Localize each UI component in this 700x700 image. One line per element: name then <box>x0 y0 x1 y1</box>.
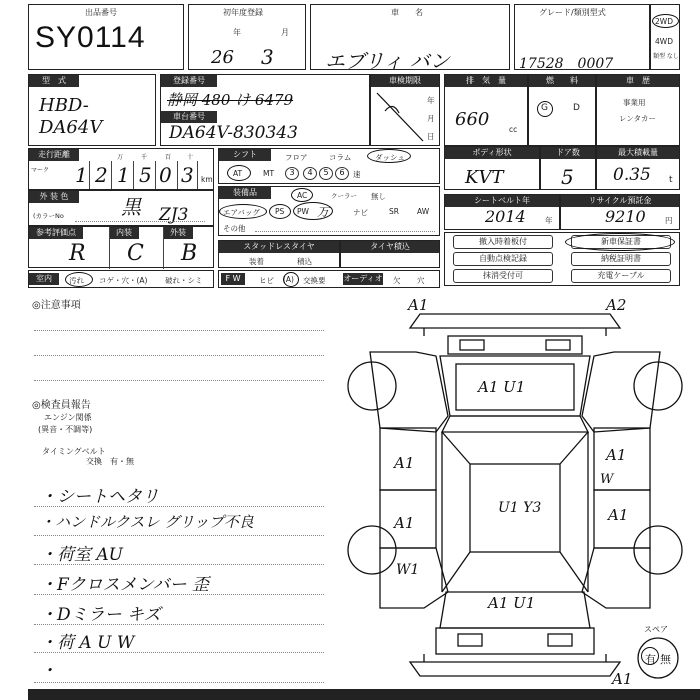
grade-sep <box>109 227 110 269</box>
shift-mt: MT <box>263 169 275 178</box>
equip-pw: PW <box>297 207 309 216</box>
grade-sep <box>163 227 164 269</box>
grade-box <box>514 4 650 70</box>
speed-3: 3 <box>285 167 299 180</box>
speed-6: 6 <box>335 167 349 180</box>
shift-dash-circle <box>367 149 411 163</box>
history-business: 事業用 <box>623 98 646 107</box>
shift-column: コラム <box>329 153 352 162</box>
equip-ps-circle <box>269 204 291 219</box>
mark-front-right: A2 <box>606 296 627 314</box>
note-line-3: ・荷室 AU <box>40 545 124 565</box>
inspection-month: 月 <box>427 114 435 123</box>
inspection-year: 年 <box>427 96 435 105</box>
shift-floor: フロア <box>285 153 308 162</box>
mark-front-left: A1 <box>408 296 429 314</box>
ref-grade-label: 参考評価点 <box>29 227 83 239</box>
mileage-label: 走行距離 <box>29 149 79 161</box>
capacity-unit: t <box>669 175 673 185</box>
seatbelt-value: 2014 <box>485 207 526 226</box>
note-rule <box>34 564 324 565</box>
car-name: エブリィ バン <box>325 49 450 73</box>
vehicle-diagram <box>340 292 690 688</box>
note-rule <box>34 682 324 683</box>
body-type-label: ボディ形状 <box>445 147 539 159</box>
odo-sep <box>177 161 178 189</box>
odo-sep <box>133 161 134 189</box>
equip-other: その他 <box>223 224 246 233</box>
spare-label: スペア <box>644 625 668 634</box>
equip-none: 無し <box>371 192 386 201</box>
lot-box <box>28 4 184 70</box>
interior-grade: C <box>127 241 144 266</box>
model-type-text: HBD-DA64V <box>39 95 103 138</box>
equip-pw-circle <box>293 202 333 220</box>
model-type <box>39 95 149 139</box>
grade-label: グレード/類別型式 <box>539 8 606 17</box>
equip-aw: AW <box>417 207 430 216</box>
interior-line-box <box>28 270 214 288</box>
odo-digit-2: 2 <box>95 163 108 187</box>
speed-5: 5 <box>319 167 333 180</box>
caution-line <box>34 380 324 381</box>
shift-at-circle <box>227 165 251 181</box>
caution-line <box>34 355 324 356</box>
equip-ac: AC <box>297 191 308 200</box>
spare-yes-circle <box>641 647 659 665</box>
mark-windshield: A1 U1 <box>478 378 526 396</box>
doors: 5 <box>561 165 574 189</box>
reg-no: 静岡 480 け 6479 <box>167 91 294 109</box>
body-type-box <box>444 146 540 190</box>
inspection-label: 車検期限 <box>371 75 439 87</box>
unit-ju: 十 <box>187 154 194 161</box>
timing-exchange: 交換 有・無 <box>86 457 134 466</box>
shift-dash: ダッシュ <box>375 153 405 162</box>
speed-4: 4 <box>303 167 317 180</box>
equip-ac-circle <box>291 188 313 202</box>
mark-right-rear-door: A1 <box>608 506 629 524</box>
interior-item-1-circle <box>65 272 93 287</box>
note-line-2: ・ハンドルクスレ グリップ不良 <box>40 513 254 531</box>
mark-left-rear-quarter: W1 <box>396 562 420 578</box>
chassis: DA64V-830343 <box>169 123 298 143</box>
exterior-grade-label: 外装 <box>163 227 193 239</box>
unit-man: 万 <box>117 154 124 161</box>
glass-line-box <box>218 270 440 288</box>
note-line-5: ・Dミラー キズ <box>40 605 161 625</box>
capacity: 0.35 <box>613 165 651 185</box>
history-rental: レンタカー <box>619 114 657 123</box>
inspector-label: ◎検査員報告 <box>32 400 91 411</box>
doors-label: ドア数 <box>541 147 595 159</box>
drive-box <box>650 4 680 70</box>
note-line-7: ・ <box>40 661 57 681</box>
color-no-label: (カラーNo <box>33 212 64 220</box>
reg-no-label: 登録番号 <box>161 75 217 87</box>
recycle-value: 9210 <box>605 207 646 226</box>
studless-box <box>218 240 340 268</box>
seatbelt-label: シートベルト年 <box>445 195 559 207</box>
seatbelt-box <box>444 194 560 230</box>
model-type-label: 型 式 <box>29 75 79 87</box>
drive-2wd-circle <box>652 14 679 28</box>
exterior-grade: B <box>181 241 198 266</box>
lot-number: SY0114 <box>35 21 146 54</box>
mileage-box <box>28 148 214 190</box>
color-code: ZJ3 <box>159 205 189 225</box>
unit-hyaku: 百 <box>165 154 172 161</box>
mark-left-front-door: A1 <box>394 454 415 472</box>
doc-item-1: 撤入時着板付 <box>453 235 553 249</box>
inspection-strike <box>375 89 425 145</box>
chassis-label: 車台番号 <box>161 111 217 123</box>
equip-airbag: エアバッグ <box>223 208 260 217</box>
displacement-box <box>444 74 528 146</box>
lot-label: 出品番号 <box>85 8 117 17</box>
note-rule <box>34 624 324 625</box>
odo-sep <box>197 161 198 189</box>
recycle-label: リサイクル預託金 <box>561 195 679 207</box>
fw-label: F W <box>221 273 245 285</box>
interior-grade-label: 内装 <box>109 227 139 239</box>
drive-2wd: 2WD <box>655 17 673 26</box>
reg-month: 3 <box>261 45 274 69</box>
bottom-strip <box>28 689 700 700</box>
cc-value: 660 <box>455 109 490 130</box>
shift-at: AT <box>233 169 243 178</box>
fuel-g: G <box>541 103 548 113</box>
body-type: KVT <box>465 167 504 188</box>
color-dotline <box>75 221 205 222</box>
shift-box <box>218 148 440 184</box>
odo-digit-6: 3 <box>181 163 194 187</box>
studless-loaded: 積込 <box>297 257 312 266</box>
reg-year: 26 <box>211 47 234 68</box>
drive-4wd: 4WD <box>655 37 673 46</box>
ref-grade: R <box>69 241 86 266</box>
odo-digit-3: 1 <box>117 163 130 187</box>
interior-item-1: 汚れ <box>69 276 84 285</box>
odo-digit-4: 5 <box>139 163 152 187</box>
doors-box <box>540 146 596 190</box>
mark-right-front-door: A1 <box>606 446 627 464</box>
mileage-mark-label: マーク <box>31 167 50 174</box>
fw-a: (A) <box>283 275 294 284</box>
fuel-label: 燃 料 <box>529 75 595 87</box>
tire-load-box <box>340 240 440 268</box>
year-label: 年 <box>233 28 241 37</box>
cc-label: 排 気 量 <box>445 75 527 87</box>
equip-sr: SR <box>389 207 399 216</box>
capacity-box <box>596 146 680 190</box>
doc-item-2: 新車保証書 <box>571 235 671 249</box>
speed-suffix: 速 <box>353 170 361 179</box>
history-box <box>596 74 680 146</box>
note-rule <box>34 535 324 536</box>
grades-box <box>28 226 214 268</box>
doc-item-2-circle <box>565 233 675 251</box>
odo-unit: km <box>201 175 213 184</box>
doc-item-6: 充電ケーブル <box>571 269 671 283</box>
equip-dotline <box>255 231 435 232</box>
equip-pw-mark: 万 <box>317 205 330 219</box>
doc-item-5: 抹消受付可 <box>453 269 553 283</box>
history-label: 車 歴 <box>597 75 679 87</box>
audio-label: オーディオ <box>343 274 383 283</box>
odo-sep <box>155 161 156 189</box>
fw-replace: 交換要 <box>303 276 326 285</box>
equip-cooler: クーラー <box>331 192 357 200</box>
interior-item-3: 破れ・シミ <box>165 276 203 285</box>
fuel-box <box>528 74 596 146</box>
recycle-unit: 円 <box>665 216 673 225</box>
inspection-day: 日 <box>427 132 435 141</box>
recycle-box <box>560 194 680 230</box>
note-line-6: ・荷 A U W <box>40 633 135 653</box>
unit-sen: 千 <box>141 154 148 161</box>
note-rule <box>34 652 324 653</box>
mark-rear-gate: A1 U1 <box>488 594 536 612</box>
spare-yes: 有 <box>645 653 656 666</box>
studless-label: スタッドレスタイヤ <box>219 241 339 253</box>
equip-ps: PS <box>275 207 285 216</box>
note-rule <box>34 506 324 507</box>
caution-label: ◎注意事項 <box>32 300 81 311</box>
shift-label: シフト <box>219 149 271 161</box>
interior-line-label: 室内 <box>29 273 59 285</box>
note-line-4: ・Fクロスメンバー 歪 <box>40 575 210 595</box>
month-label: 月 <box>281 28 289 37</box>
mark-rear-right: A1 <box>612 670 633 688</box>
seatbelt-suffix: 年 <box>545 216 553 225</box>
grade-value: 17528 0007 <box>519 56 614 72</box>
exterior-color-box <box>28 190 214 226</box>
odo-digit-1: 1 <box>75 163 88 187</box>
exterior-color-label: 外 装 色 <box>29 191 79 203</box>
fw-a-circle <box>283 272 299 287</box>
note-rule <box>34 594 324 595</box>
inspection-box <box>370 74 440 146</box>
engine-relation: エンジン関係 <box>44 413 92 422</box>
spare-no: 無 <box>660 653 671 666</box>
studless-mounted: 装着 <box>249 257 264 266</box>
interior-item-2: コゲ・穴・(A) <box>99 276 148 285</box>
doc-item-4: 納税証明書 <box>571 252 671 266</box>
equipment-box <box>218 186 440 236</box>
note-line-1: ・シートヘタリ <box>40 487 159 507</box>
first-reg-label: 初年度登録 <box>223 8 263 17</box>
odo-sep <box>89 161 90 189</box>
capacity-label: 最大積載量 <box>597 147 679 159</box>
caution-line <box>34 330 324 331</box>
audio-hole: 穴 <box>417 276 425 285</box>
fuel-d: D <box>573 103 580 113</box>
tire-load-label: タイヤ積込 <box>341 241 439 253</box>
mark-roof: U1 Y3 <box>498 500 542 516</box>
equipment-label: 装備品 <box>219 187 271 199</box>
audio-missing: 欠 <box>393 276 401 285</box>
first-registration-box <box>188 4 306 70</box>
timing-belt: タイミングベルト <box>42 447 106 456</box>
doc-item-3: 自動点検記録 <box>453 252 553 266</box>
car-name-label: 車 名 <box>391 8 423 17</box>
model-type-box <box>28 74 156 146</box>
equip-navi: ナビ <box>353 208 368 217</box>
equip-airbag-circle <box>219 204 267 219</box>
odo-sep <box>111 161 112 189</box>
cc-unit: cc <box>509 125 518 134</box>
mark-right-front-w: W <box>600 472 614 487</box>
drive-none: 類型 なし <box>653 53 679 60</box>
fw-crack: ヒビ <box>259 276 274 285</box>
odo-digit-5: 0 <box>159 163 172 187</box>
car-name-box <box>310 4 510 73</box>
engine-sub: (異音・不調等) <box>38 425 93 434</box>
registration-box <box>160 74 370 146</box>
exterior-color: 黒 <box>121 195 141 219</box>
mark-left-rear-door: A1 <box>394 514 415 532</box>
documents-box <box>444 232 680 286</box>
